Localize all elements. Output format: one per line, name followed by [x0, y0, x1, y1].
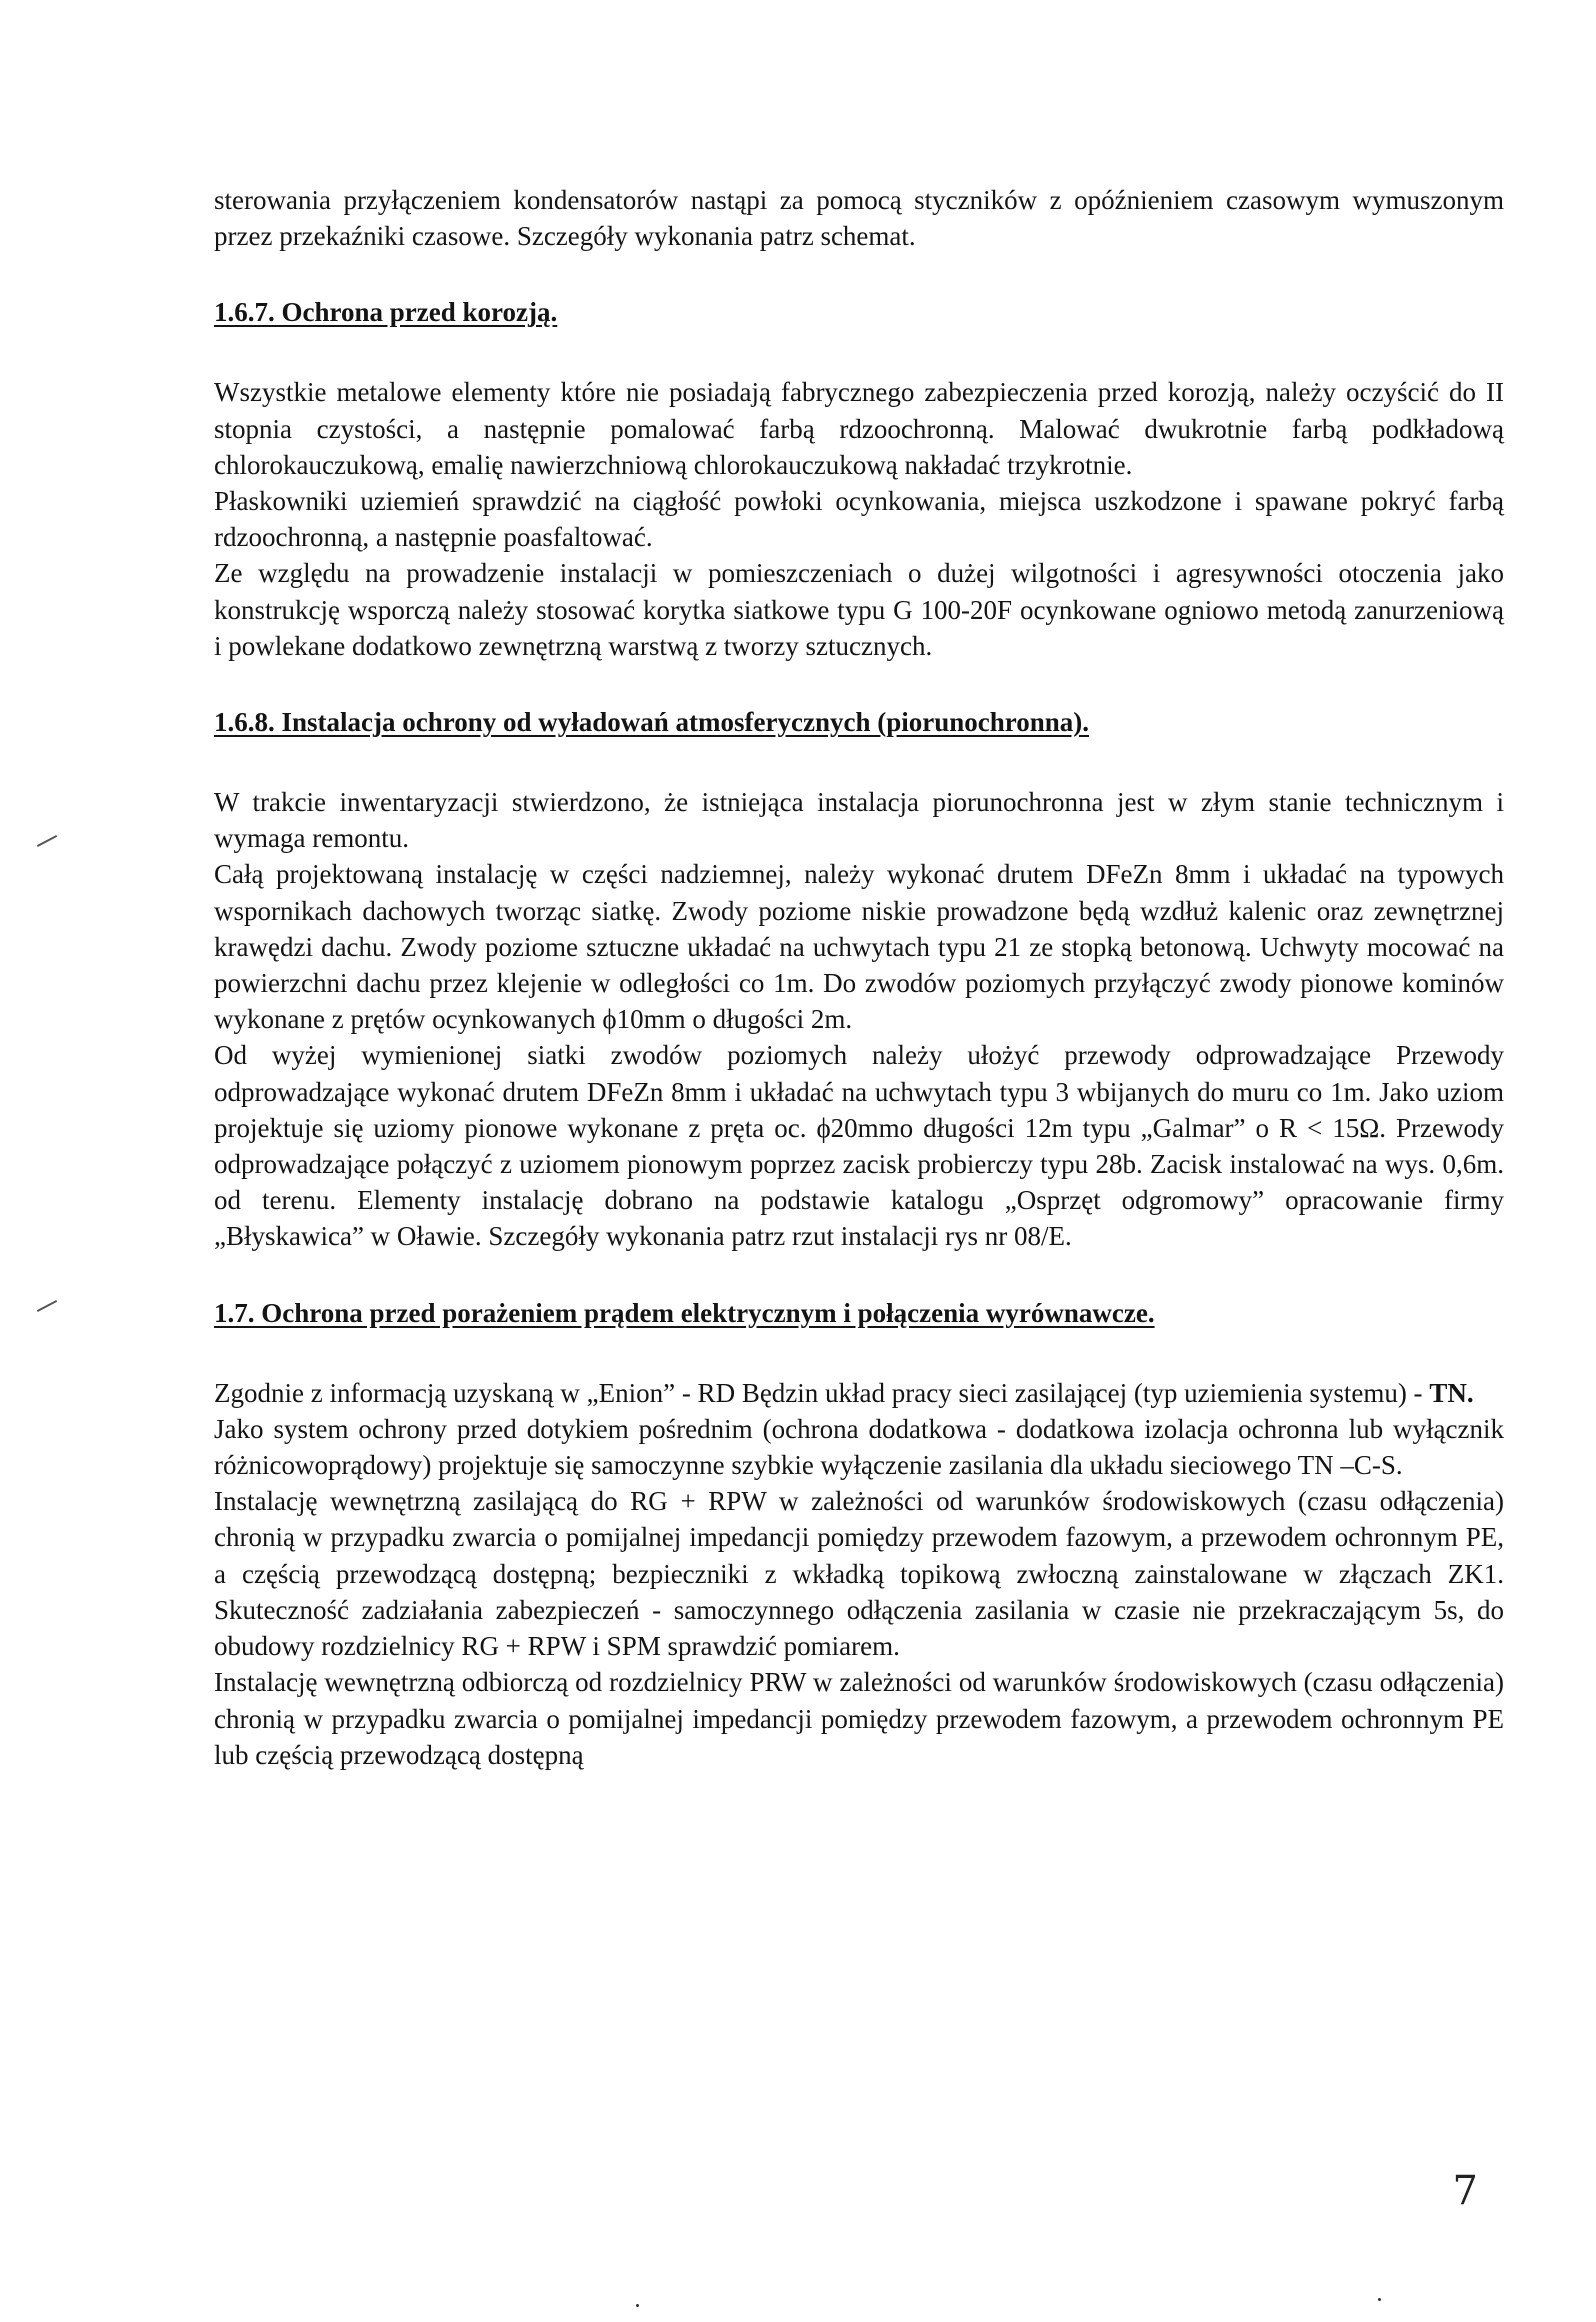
corrosion-paragraph-1: Wszystkie metalowe elementy które nie posiadają fabrycznego zabezpieczenia przed korozją, należy oczyścić do II stopnia czystości, a następnie pomalować farbą rdzoochronną. Malować dwukrotnie farbą podkładową chlorokauczukową, emalię nawierzchniową chlorokauczukową nakładać trzykrotnie.: [214, 377, 1504, 480]
lightning-paragraph-1: W trakcie inwentaryzacji stwierdzono, że istniejąca instalacja piorunochronna jest w złym stanie technicznym i wymaga remontu.: [214, 787, 1504, 854]
lightning-paragraph-3: Od wyżej wymienionej siatki zwodów poziomych należy ułożyć przewody odprowadzające Przewody odprowadzające wykonać drutem DFeZn 8mm i układać na uchwytach typu 3 wbijanych do muru co 1m. Jako uziom projektuje się uziomy pionowe wykonane z pręta oc. ϕ20mmo długości 12m typu „Galmar” o R < 15Ω. Przewody odprowadzające połączyć z uziomem pionowym poprzez zacisk probierczy typu 28b. Zacisk instalować na wys. 0,6m. od terenu. Elementy instalację dobrano na podstawie katalogu „Osprzęt odgromowy” opracowanie firmy „Błyskawica” w Oławie. Szczegóły wykonania patrz rzut instalacji rys nr 08/E.: [214, 1040, 1504, 1252]
scan-speck: [636, 2304, 639, 2307]
document-body: [214, 182, 1504, 1773]
shock-paragraph-1-text: Zgodnie z informacją uzyskaną w „Enion” - RD Będzin układ pracy sieci zasilającej (typ uziemienia systemu) -: [214, 1377, 1430, 1408]
shock-paragraph-3: Instalację wewnętrzną zasilającą do RG + RPW w zależności od warunków środowiskowych (czasu odłączenia) chronią w przypadku zwarcia o pomijalnej impedancji pomiędzy przewodem fazowym, a przewodem ochronnym PE, a częścią przewodzącą dostępną; bezpieczniki z wkładką topikową zwłoczną zainstalowane w złączach ZK1. Skuteczność zadziałania zabezpieczeń - samoczynnego odłączenia zasilania w czasie nie przekraczającym 5s, do obudowy rozdzielnicy RG + RPW i SPM sprawdzić pomiarem.: [214, 1486, 1504, 1662]
corrosion-paragraph-2: Płaskowniki uziemień sprawdzić na ciągłość powłoki ocynkowania, miejsca uszkodzone i spawane pokryć farbą rdzoochronną, a następnie poasfaltować.: [214, 486, 1504, 553]
margin-pen-mark: [37, 1300, 57, 1312]
scan-speck: [1378, 2298, 1381, 2301]
shock-paragraph-1: [214, 1375, 1504, 1411]
heading-shock-protection: 1.7. Ochrona przed porażeniem prądem elektrycznym i połączenia wyrównawcze.: [214, 1297, 1155, 1328]
network-type-bold: TN.: [1429, 1377, 1474, 1408]
corrosion-paragraph-3: Ze względu na prowadzenie instalacji w pomieszczeniach o dużej wilgotności i agresywności otoczenia jako konstrukcję wsporczą należy stosować korytka siatkowe typu G 100-20F ocynkowane ogniowo metodą zanurzeniową i powlekane dodatkowo zewnętrzną warstwą z tworzy sztucznych.: [214, 558, 1504, 661]
shock-paragraph-2: Jako system ochrony przed dotykiem pośrednim (ochrona dodatkowa - dodatkowa izolacja ochronna lub wyłącznik różnicowoprądowy) projektuje się samoczynne szybkie wyłączenie zasilania dla układu sieciowego TN –C-S.: [214, 1413, 1504, 1481]
shock-paragraph-4: Instalację wewnętrzną odbiorczą od rozdzielnicy PRW w zależności od warunków środowiskowych (czasu odłączenia) chronią w przypadku zwarcia o pomijalnej impedancji pomiędzy przewodem fazowym, a przewodem ochronnym PE lub częścią przewodzącą dostępną: [214, 1667, 1504, 1770]
page-number: 7: [1452, 2168, 1478, 2214]
heading-corrosion-protection: 1.6.7. Ochrona przed korozją.: [214, 297, 558, 328]
intro-paragraph: sterowania przyłączeniem kondensatorów nastąpi za pomocą styczników z opóźnieniem czasowym wymuszonym przez przekaźniki czasowe. Szczegóły wykonania patrz schemat.: [214, 185, 1504, 252]
heading-lightning-protection: 1.6.8. Instalacja ochrony od wyładowań atmosferycznych (piorunochronna).: [214, 707, 1090, 738]
lightning-paragraph-2: Całą projektowaną instalację w części nadziemnej, należy wykonać drutem DFeZn 8mm i układać na typowych wspornikach dachowych tworząc siatkę. Zwody poziome niskie prowadzone będą wzdłuż kalenic oraz zewnętrznej krawędzi dachu. Zwody poziome sztuczne układać na uchwytach typu 21 ze stopką betonową. Uchwyty mocować na powierzchni dachu przez klejenie w odległości co 1m. Do zwodów poziomych przyłączyć zwody pionowe kominów wykonane z prętów ocynkowanych ϕ10mm o długości 2m.: [214, 859, 1504, 1035]
margin-pen-mark: [37, 835, 57, 847]
